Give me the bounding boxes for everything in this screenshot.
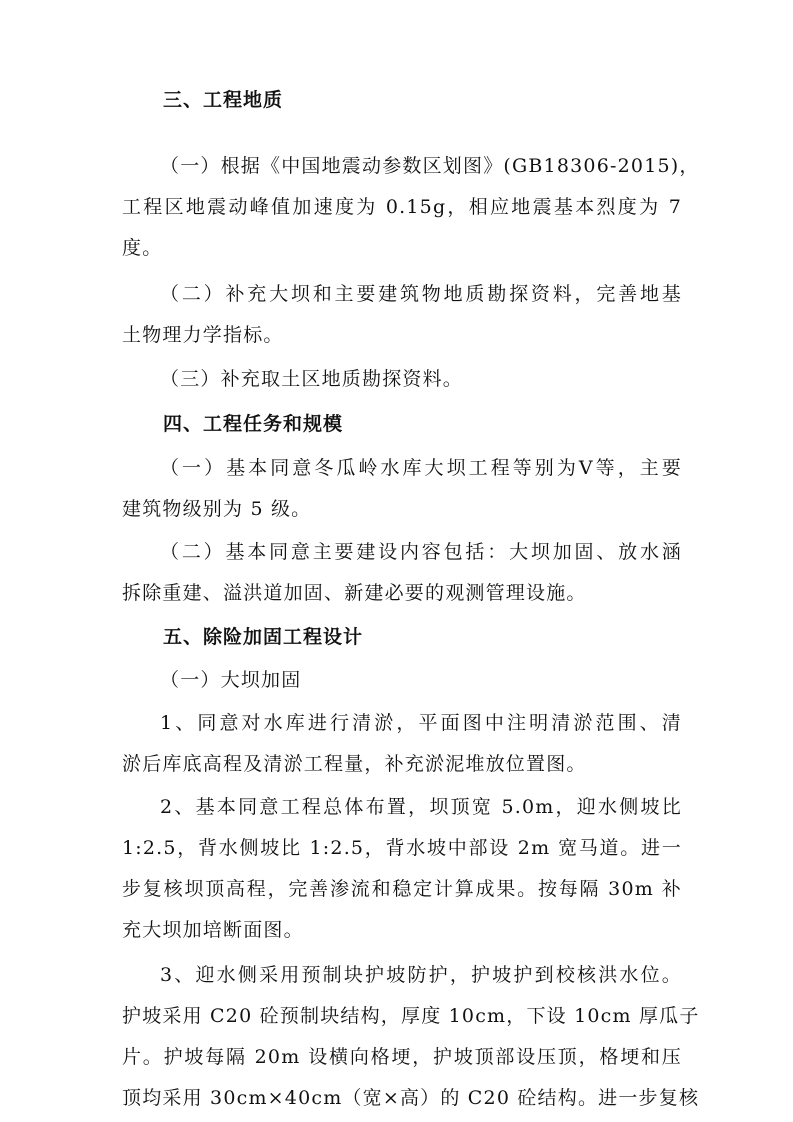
paragraph-line: （三）补充取土区地质勘探资料。 — [160, 368, 464, 390]
paragraph-line: 土物理力学指标。 — [122, 324, 284, 346]
paragraph-line: 淤后库底高程及清淤工程量，补充淤泥堆放位置图。 — [122, 753, 587, 775]
paragraph-line: 2、基本同意工程总体布置，坝顶宽 5.0m，迎水侧坡比 — [160, 796, 682, 818]
paragraph-line: （一）基本同意冬瓜岭水库大坝工程等别为Ⅴ等，主要 — [160, 457, 682, 479]
section-heading-geology: 三、工程地质 — [163, 89, 284, 111]
subsection-heading-dam: （一）大坝加固 — [160, 669, 302, 691]
section-heading-reinforcement-design: 五、除险加固工程设计 — [163, 626, 364, 648]
paragraph-line: （二）基本同意主要建设内容包括：大坝加固、放水涵 — [160, 541, 682, 563]
paragraph-line: 拆除重建、溢洪道加固、新建必要的观测管理设施。 — [122, 582, 587, 604]
paragraph-line: 护坡采用 C20 砼预制块结构，厚度 10cm，下设 10cm 厚瓜子 — [122, 1005, 700, 1027]
paragraph-line: 3、迎水侧采用预制块护坡防护，护坡护到校核洪水位。 — [160, 964, 682, 986]
paragraph-line: （二）补充大坝和主要建筑物地质勘探资料，完善地基 — [160, 283, 682, 305]
paragraph-line: （一）根据《中国地震动参数区划图》(GB18306-2015)， — [160, 155, 700, 177]
paragraph-line: 度。 — [122, 237, 163, 259]
paragraph-line: 步复核坝顶高程，完善渗流和稳定计算成果。按每隔 30m 补 — [122, 878, 682, 900]
paragraph-line: 1、同意对水库进行清淤，平面图中注明清淤范围、清 — [160, 712, 682, 734]
paragraph-line: 工程区地震动峰值加速度为 0.15g，相应地震基本烈度为 7 — [122, 196, 682, 218]
section-heading-tasks-scale: 四、工程任务和规模 — [163, 413, 344, 435]
paragraph-line: 片。护坡每隔 20m 设横向格埂，护坡顶部设压顶，格埂和压 — [122, 1046, 682, 1068]
paragraph-line: 1:2.5，背水侧坡比 1:2.5，背水坡中部设 2m 宽马道。进一 — [122, 837, 682, 859]
paragraph-line: 充大坝加培断面图。 — [122, 919, 304, 941]
paragraph-line: 建筑物级别为 5 级。 — [122, 498, 312, 520]
paragraph-line: 顶均采用 30cm×40cm（宽×高）的 C20 砼结构。进一步复核 — [122, 1087, 700, 1109]
